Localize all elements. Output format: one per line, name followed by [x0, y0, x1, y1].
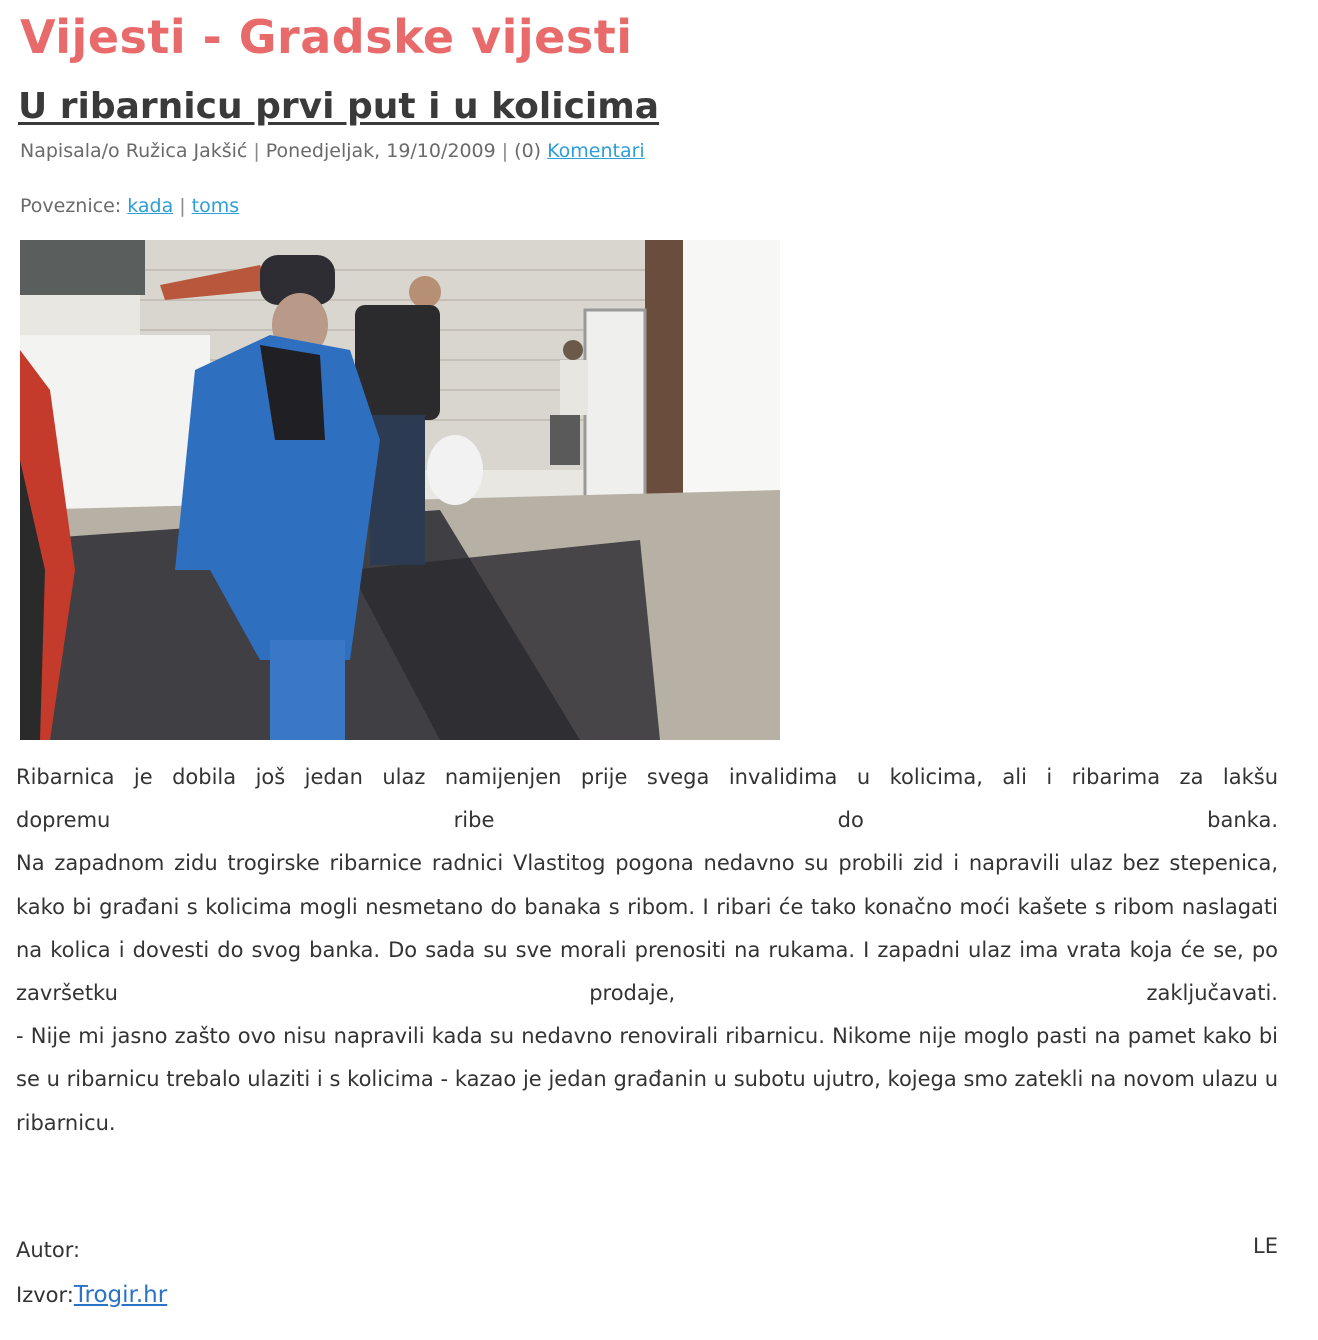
- article-date: Ponedjeljak, 19/10/2009: [265, 140, 496, 162]
- source-label: Izvor:: [16, 1283, 74, 1307]
- comments-link[interactable]: Komentari: [547, 140, 645, 162]
- section-title: Vijesti - Gradske vijesti: [20, 10, 633, 64]
- meta-separator: |: [253, 140, 260, 162]
- author-value: LE: [1253, 1234, 1278, 1258]
- tags-row: [20, 195, 239, 217]
- tag-link-toms[interactable]: toms: [191, 195, 240, 217]
- body-paragraph-3: - Nije mi jasno zašto ovo nisu napravili kada su nedavno renovirali ribarnicu. Nikome nije moglo pasti na pamet kako bi se u ribarnicu trebalo ulaziti i s kolicima - kazao je jedan građanin u subotu ujutro, kojega smo zatekli na novom ulazu u ribarnicu.: [16, 1024, 1278, 1135]
- article-title[interactable]: U ribarnicu prvi put i u kolicima: [18, 86, 660, 127]
- tag-link-kada[interactable]: kada: [127, 195, 174, 217]
- body-paragraph-1-line2: dopremu ribe do banka.: [16, 808, 1278, 833]
- article-meta: [20, 140, 645, 162]
- body-paragraph-1-line1: Ribarnica je dobila još jedan ulaz namijenjen prije svega invalidima u kolicima, ali i ribarima za lakšu: [16, 765, 1278, 789]
- author-line: Napisala/o Ružica Jakšić: [20, 140, 248, 162]
- meta-separator: |: [501, 140, 509, 162]
- tags-label: Poveznice:: [20, 195, 122, 217]
- body-paragraph-2: Na zapadnom zidu trogirske ribarnice radnici Vlastitog pogona nedavno su probili zid i napravili ulaz bez stepenica, kako bi građani s kolicima mogli nesmetano do banaka s ribom. I ribari će tako konačno moći kašete s ribom naslagati na kolica i dovesti do svog banka. Do sada su sve morali prenositi na rukama. I zapadni ulaz ima vrata koja će se, po završetku prodaje, zaključavati.: [16, 851, 1278, 1006]
- author-label: Autor:: [16, 1238, 81, 1262]
- author-row: [16, 1234, 1278, 1262]
- tag-separator: |: [179, 195, 186, 217]
- article-photo: [20, 240, 780, 740]
- article-body: [16, 756, 1278, 1145]
- comment-count: (0): [514, 140, 542, 162]
- photo-illustration: [20, 240, 780, 740]
- source-row: [16, 1282, 167, 1308]
- source-link[interactable]: Trogir.hr: [73, 1282, 168, 1308]
